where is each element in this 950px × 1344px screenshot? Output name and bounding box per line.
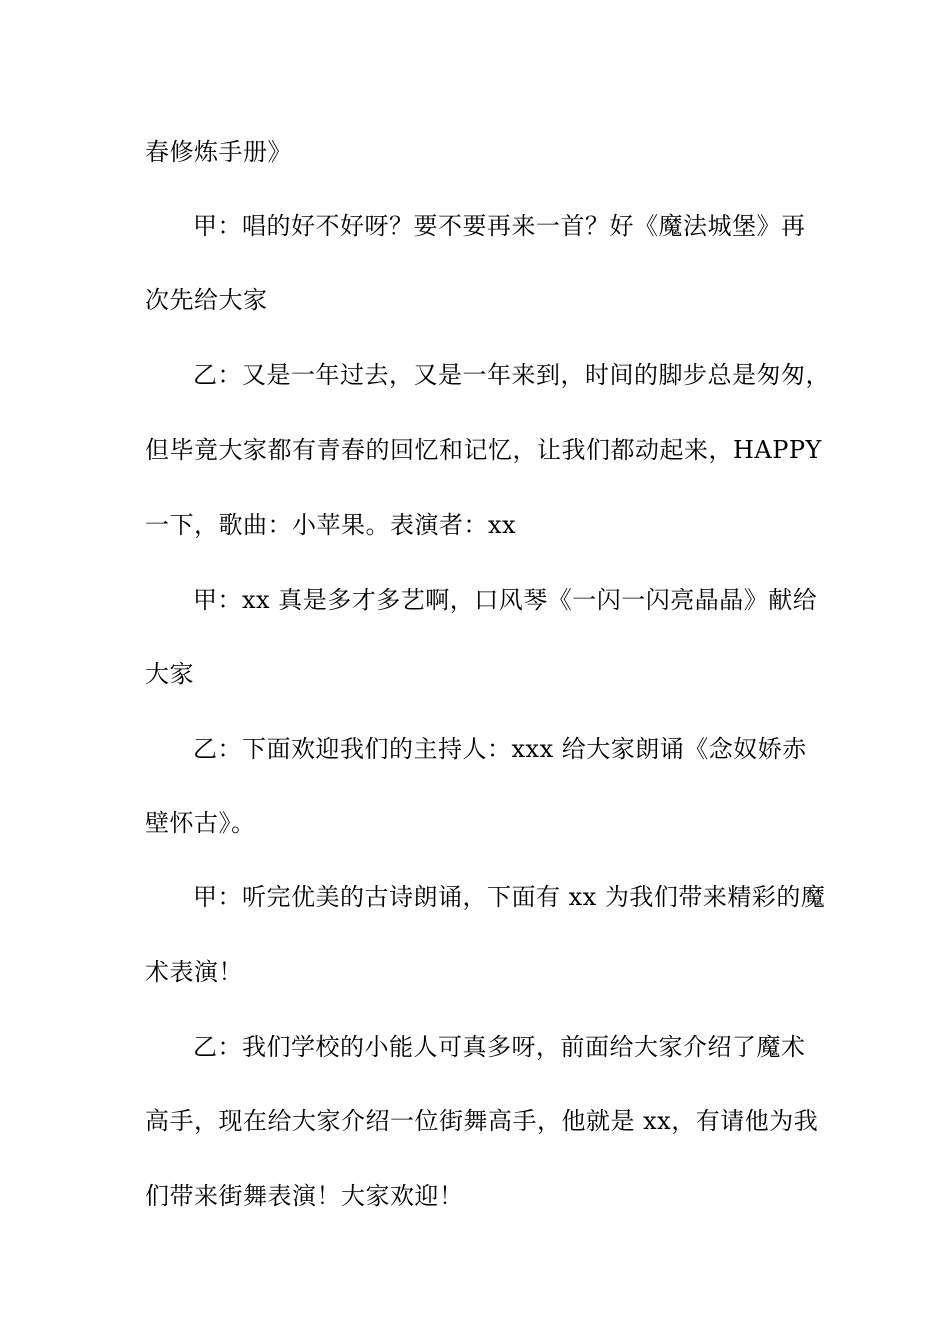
text-line: 但毕竟大家都有青春的回忆和记忆，让我们都动起来，HAPPY bbox=[145, 436, 822, 464]
paragraph-first-line: 乙：下面欢迎我们的主持人：xxx 给大家朗诵《念奴娇赤 bbox=[193, 735, 807, 763]
paragraph-first-line: 乙：我们学校的小能人可真多呀，前面给大家介绍了魔术 bbox=[193, 1033, 806, 1061]
text-line: 次先给大家 bbox=[145, 286, 268, 314]
text-line: 高手，现在给大家介绍一位街舞高手，他就是 xx，有请他为我 bbox=[145, 1107, 819, 1135]
text-line: 春修炼手册》 bbox=[145, 138, 292, 166]
text-line: 壁怀古》。 bbox=[145, 809, 256, 837]
paragraph-first-line: 甲：xx 真是多才多艺啊，口风琴《一闪一闪亮晶晶》献给 bbox=[193, 586, 818, 614]
paragraph-first-line: 甲：听完优美的古诗朗诵，下面有 xx 为我们带来精彩的魔 bbox=[193, 883, 826, 911]
paragraph-first-line: 甲：唱的好不好呀？要不要再来一首？好《魔法城堡》再 bbox=[193, 212, 806, 240]
text-line: 术表演！ bbox=[145, 958, 243, 986]
text-line: 大家 bbox=[145, 660, 194, 688]
text-line: 一下，歌曲：小苹果。表演者：xx bbox=[145, 511, 517, 539]
text-line: 们带来街舞表演！大家欢迎！ bbox=[145, 1182, 464, 1210]
paragraph-first-line: 乙：又是一年过去，又是一年来到，时间的脚步总是匆匆， bbox=[193, 361, 830, 389]
